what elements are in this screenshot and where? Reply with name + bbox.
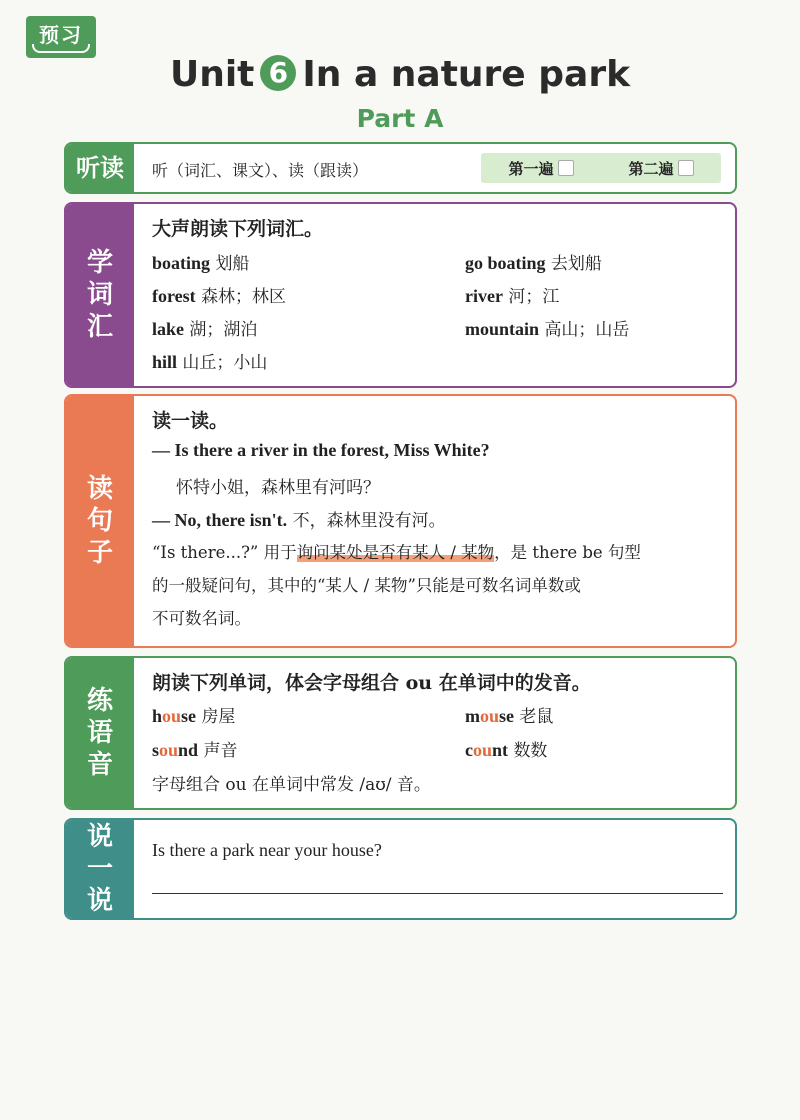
vocab-cn: 湖；湖泊 xyxy=(189,320,258,340)
word-cn: 房屋 xyxy=(201,707,236,727)
word-cn: 数数 xyxy=(513,741,548,761)
phonics-label-char-3: 音 xyxy=(86,750,113,780)
phonics-word xyxy=(465,702,553,727)
second-pass[interactable] xyxy=(628,158,693,179)
word-ou: ou xyxy=(159,740,179,760)
vocab-heading: 大声朗读下列词汇。 xyxy=(152,218,324,240)
vocab-cn: 划船 xyxy=(215,254,250,274)
word-en xyxy=(152,740,198,760)
phonics-label-char-2: 语 xyxy=(86,718,113,748)
second-pass-checkbox[interactable] xyxy=(678,160,694,176)
sentence-section xyxy=(64,394,737,648)
listen-label: 听读 xyxy=(66,144,134,192)
book-icon xyxy=(32,44,90,53)
phonics-rule: 字母组合 ou 在单词中常发 /aʊ/ 音。 xyxy=(152,775,431,795)
word-pre: c xyxy=(465,740,473,760)
note-1a: “Is there...?” 用于 xyxy=(152,543,297,562)
question-en: — Is there a river in the forest, Miss White? xyxy=(152,440,490,460)
vocab-item xyxy=(465,282,559,307)
check-strip xyxy=(481,153,721,183)
word-post: nt xyxy=(492,740,509,760)
phonics-label xyxy=(66,658,134,808)
second-pass-label: 第二遍 xyxy=(628,159,674,178)
answer xyxy=(152,506,446,531)
unit-number-badge: 6 xyxy=(260,55,296,91)
vocab-label-char-3: 汇 xyxy=(86,312,113,342)
note-line-3: 不可数名词。 xyxy=(152,609,251,628)
vocab-item xyxy=(152,348,267,373)
note-line-1 xyxy=(152,539,641,563)
vocab-en: lake xyxy=(152,319,185,339)
sentence-heading: 读一读。 xyxy=(152,410,229,432)
title-unit: Unit xyxy=(169,54,255,95)
page-title xyxy=(0,54,800,95)
note-1b: ，是 there be 句型 xyxy=(494,543,641,562)
vocab-item xyxy=(152,315,257,340)
first-pass-label: 第一遍 xyxy=(508,159,554,178)
vocab-en: river xyxy=(465,286,503,306)
sentence-label-char-2: 句 xyxy=(86,506,113,536)
vocab-en: mountain xyxy=(465,319,540,339)
word-en xyxy=(465,706,514,726)
note-line-2: 的一般疑问句，其中的“某人 / 某物”只能是可数名词单数或 xyxy=(152,576,581,595)
first-pass-checkbox[interactable] xyxy=(558,160,574,176)
word-pre: s xyxy=(152,740,160,760)
sentence-label-char-3: 子 xyxy=(86,538,113,568)
preview-badge-text: 预习 xyxy=(39,22,83,47)
vocab-item xyxy=(465,249,602,274)
speak-label-char-1: 说 xyxy=(86,822,113,852)
vocab-en: go boating xyxy=(465,253,546,273)
note-highlight: 询问某处是否有某人 / 某物 xyxy=(296,543,495,562)
vocab-label-char-1: 学 xyxy=(86,248,113,278)
word-en xyxy=(152,706,196,726)
page-subtitle: Part A xyxy=(356,104,444,133)
phonics-heading: 朗读下列单词，体会字母组合 ou 在单词中的发音。 xyxy=(152,672,591,694)
word-cn: 声音 xyxy=(203,741,238,761)
vocab-label xyxy=(66,204,134,386)
sentence-label-char-1: 读 xyxy=(86,474,113,504)
speak-label xyxy=(66,820,134,918)
vocab-en: boating xyxy=(152,253,211,273)
preview-badge xyxy=(26,16,96,58)
word-post: se xyxy=(499,706,515,726)
word-en xyxy=(465,740,508,760)
vocab-cn: 河；江 xyxy=(508,287,560,307)
phonics-word xyxy=(152,736,237,761)
answer-en: — No, there isn't. xyxy=(152,510,288,530)
phonics-word xyxy=(152,702,235,727)
word-post: nd xyxy=(178,740,199,760)
speak-section xyxy=(64,818,737,920)
sentence-label xyxy=(66,396,134,646)
vocab-item xyxy=(465,315,629,340)
vocab-cn: 森林；林区 xyxy=(201,287,287,307)
vocab-cn: 去划船 xyxy=(550,254,602,274)
question-cn: 怀特小姐，森林里有河吗？ xyxy=(176,478,380,498)
title-name: In a nature park xyxy=(302,54,631,95)
first-pass[interactable] xyxy=(508,158,573,179)
listen-section xyxy=(64,142,737,194)
word-pre: h xyxy=(152,706,163,726)
answer-line[interactable] xyxy=(152,892,723,894)
phonics-word xyxy=(465,736,547,761)
vocab-label-char-2: 词 xyxy=(86,280,113,310)
vocab-section xyxy=(64,202,737,388)
vocab-item xyxy=(152,282,286,307)
word-post: se xyxy=(181,706,197,726)
phonics-section xyxy=(64,656,737,810)
vocab-cn: 高山；山岳 xyxy=(544,320,630,340)
speak-label-char-3: 说 xyxy=(86,886,113,916)
word-ou: ou xyxy=(473,740,493,760)
vocab-item xyxy=(152,249,249,274)
speak-question: Is there a park near your house? xyxy=(152,840,382,860)
phonics-label-char-1: 练 xyxy=(86,686,113,716)
vocab-en: forest xyxy=(152,286,196,306)
answer-cn: 不，森林里没有河。 xyxy=(292,511,446,531)
vocab-en: hill xyxy=(152,352,178,372)
word-cn: 老鼠 xyxy=(519,707,554,727)
vocab-cn: 山丘；小山 xyxy=(182,353,268,373)
word-ou: ou xyxy=(162,706,182,726)
word-ou: ou xyxy=(480,706,500,726)
speak-label-char-2: 一 xyxy=(86,854,113,884)
listen-text: 听（词汇、课文）、读（跟读） xyxy=(152,161,369,180)
word-pre: m xyxy=(465,706,480,726)
